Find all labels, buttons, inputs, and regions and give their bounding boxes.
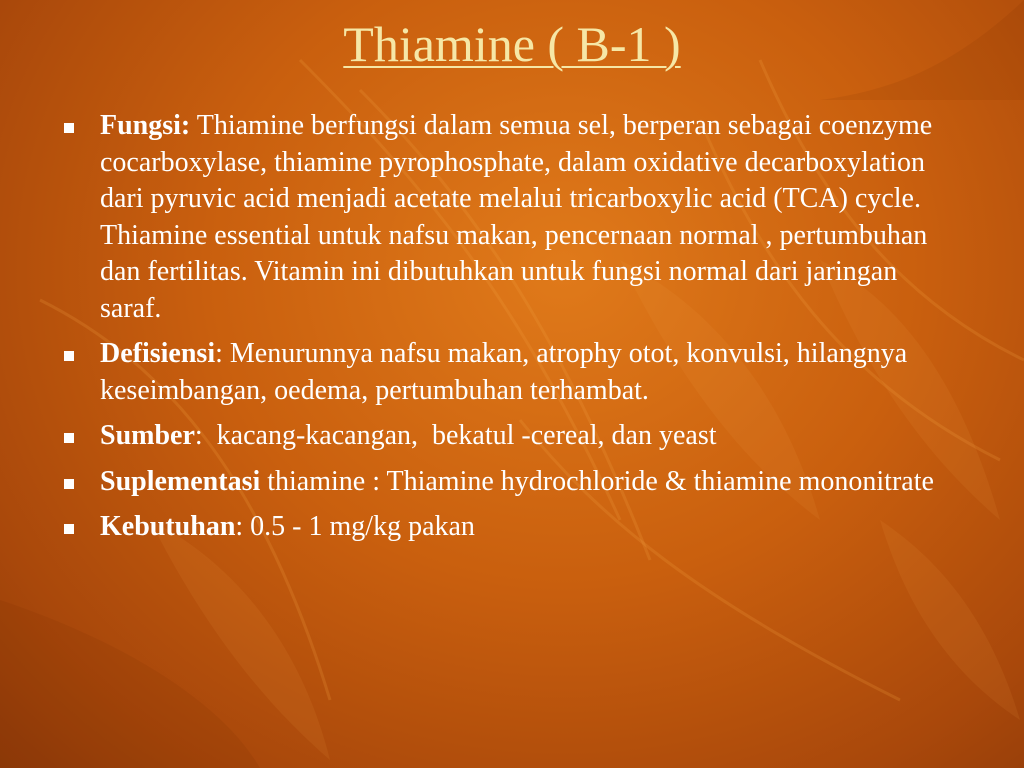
bullet-item-suplementasi [62, 464, 962, 501]
bullet-term: Suplementasi [100, 465, 261, 497]
bullet-term: Defisiensi [100, 338, 216, 369]
square-bullet-icon [64, 479, 74, 489]
bullet-term: Kebutuhan [100, 511, 236, 542]
bullet-term: Fungsi: [100, 110, 191, 141]
bullet-text: : kacang-kacangan, bekatul -cereal, dan yeast [194, 420, 717, 451]
bullet-text: : Menurunnya nafsu makan, atrophy otot, konvulsi, hilangnya keseimbangan, oedema, pertumbuhan terhambat. [100, 338, 908, 406]
bullet-list [62, 108, 962, 555]
bullet-text: thiamine : Thiamine hydrochloride & thiamine mononitrate [260, 465, 934, 497]
bullet-text: Thiamine berfungsi dalam semua sel, berperan sebagai coenzyme cocarboxylase, thiamine pyrophosphate, dalam oxidative decarboxylation dari pyruvic acid menjadi acetate melalui tricarboxylic acid (TCA) cycle. Thiamine essential untuk nafsu makan, pencernaan normal , pertumbuhan dan fertilitas. Vitamin ini dibutuhkan untuk fungsi normal dari jaringan saraf. [100, 110, 933, 324]
slide-title: Thiamine ( B-1 ) [343, 16, 681, 72]
bullet-item-kebutuhan [62, 509, 962, 546]
bullet-item-sumber [62, 418, 962, 455]
square-bullet-icon [64, 433, 74, 443]
square-bullet-icon [64, 351, 74, 361]
bullet-item-fungsi [62, 108, 962, 327]
square-bullet-icon [64, 524, 74, 534]
bullet-term: Sumber [100, 420, 195, 451]
bullet-item-defisiensi [62, 336, 962, 409]
square-bullet-icon [64, 123, 74, 133]
bullet-text: : 0.5 - 1 mg/kg pakan [235, 511, 475, 542]
